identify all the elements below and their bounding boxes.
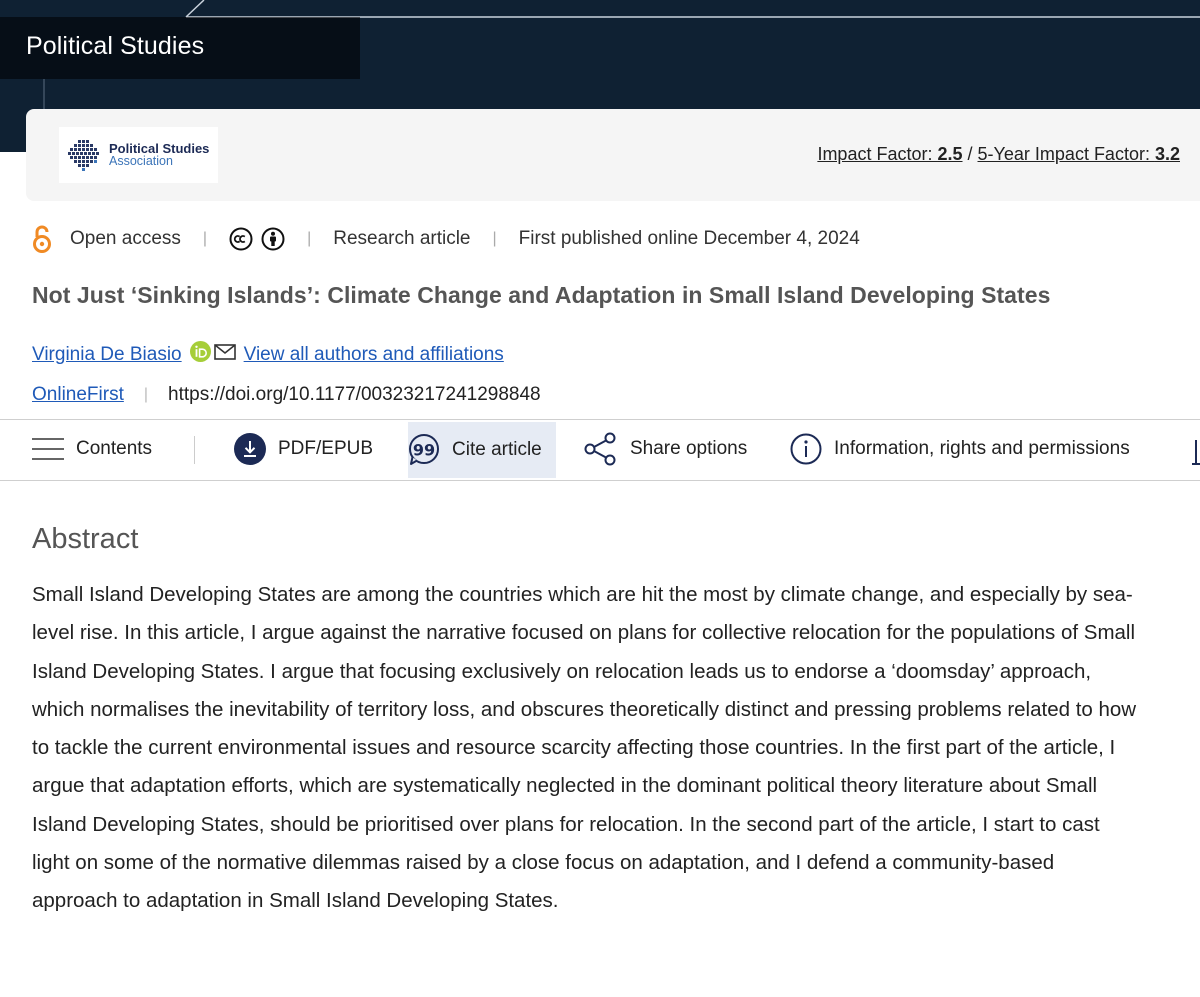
info-icon — [790, 433, 822, 465]
impact-factor-divider: / — [967, 144, 978, 164]
abstract-heading: Abstract — [32, 523, 139, 555]
journal-info-card — [26, 109, 1200, 201]
society-logo[interactable] — [59, 127, 218, 183]
contents-label: Contents — [76, 438, 153, 459]
toolbar-divider — [194, 436, 195, 464]
contents-button[interactable] — [32, 420, 152, 478]
doi-row — [32, 381, 541, 409]
view-all-authors-link[interactable]: View all authors and affiliations — [243, 344, 504, 365]
open-lock-icon — [32, 225, 52, 253]
article-title: Not Just ‘Sinking Islands’: Climate Change and Adaptation in Small Island Developing States — [32, 282, 1051, 308]
five-year-value: 3.2 — [1154, 144, 1180, 164]
pdf-epub-label: PDF/EPUB — [278, 438, 374, 459]
meta-separator: | — [307, 230, 312, 247]
attribution-icon[interactable] — [261, 227, 285, 251]
meta-separator: | — [492, 230, 497, 247]
download-icon — [234, 433, 266, 465]
impact-factor-value: 2.5 — [937, 144, 963, 164]
quote-icon — [408, 434, 440, 466]
impact-factor[interactable] — [817, 144, 1180, 165]
hamburger-icon — [32, 435, 64, 463]
logo-line1: Political Studies — [109, 140, 210, 156]
share-options-label: Share options — [630, 438, 748, 459]
logo-wordmark — [109, 142, 209, 169]
article-toolbar — [0, 419, 1200, 481]
author-row — [32, 341, 504, 369]
journal-title[interactable]: Political Studies — [26, 32, 205, 60]
doi-separator: | — [143, 386, 149, 403]
five-year-label: 5-Year Impact Factor: — [977, 144, 1150, 164]
share-icon — [584, 432, 618, 466]
creative-commons-icon[interactable] — [229, 227, 253, 251]
article-type: Research article — [333, 228, 471, 249]
abstract-text: Small Island Developing States are among the countries which are hit the most by climate change, and especially by sea-level rise. In this article, I argue against the narrative focused on plans for collective relocation for the populations of Small Island Developing States. I argue that focusing exclusively on relocation leads us to endorse a ‘doomsday’ approach, which normalises the inevitability of territory loss, and obscures theoretically distinct and pressing problems related to how to tackle the current environmental issues and resource scarcity affecting those countries. In the first part of the article, I argue that adaptation efforts, which are systematically neglected in the dominant political theory literature about Small Island Developing States, should be prioritised over plans for relocation. In the second part of the article, I start to cast light on some of the normative dilemmas raised by a close focus on adaptation, and I defend a community-based approach to adaptation in Small Island Developing States. — [32, 583, 1137, 913]
meta-separator: | — [202, 230, 208, 247]
dot-globe-icon — [65, 137, 101, 173]
information-rights-button[interactable] — [790, 420, 1130, 478]
impact-factor-link[interactable] — [817, 144, 962, 164]
svg-text:99: 99 — [412, 440, 436, 460]
online-first-link[interactable]: OnlineFirst — [32, 384, 124, 405]
article-meta-row — [32, 224, 860, 254]
cite-article-label: Cite article — [452, 439, 542, 460]
orcid-icon[interactable] — [190, 341, 211, 362]
envelope-icon[interactable] — [214, 344, 236, 360]
doi-text[interactable]: https://doi.org/10.1177/00323217241298848 — [168, 384, 541, 405]
information-rights-label: Information, rights and permissions — [834, 438, 1130, 459]
open-access-label: Open access — [70, 228, 181, 249]
logo-line2: Association — [109, 154, 173, 169]
share-options-button[interactable] — [584, 420, 747, 478]
cite-article-button[interactable] — [408, 422, 556, 478]
impact-factor-label: Impact Factor: — [817, 144, 933, 164]
more-tools-icon[interactable] — [1192, 438, 1200, 466]
publication-date: First published online December 4, 2024 — [518, 228, 860, 249]
author-link[interactable]: Virginia De Biasio — [32, 344, 182, 365]
pdf-epub-button[interactable] — [234, 420, 373, 478]
five-year-impact-link[interactable] — [978, 144, 1180, 164]
